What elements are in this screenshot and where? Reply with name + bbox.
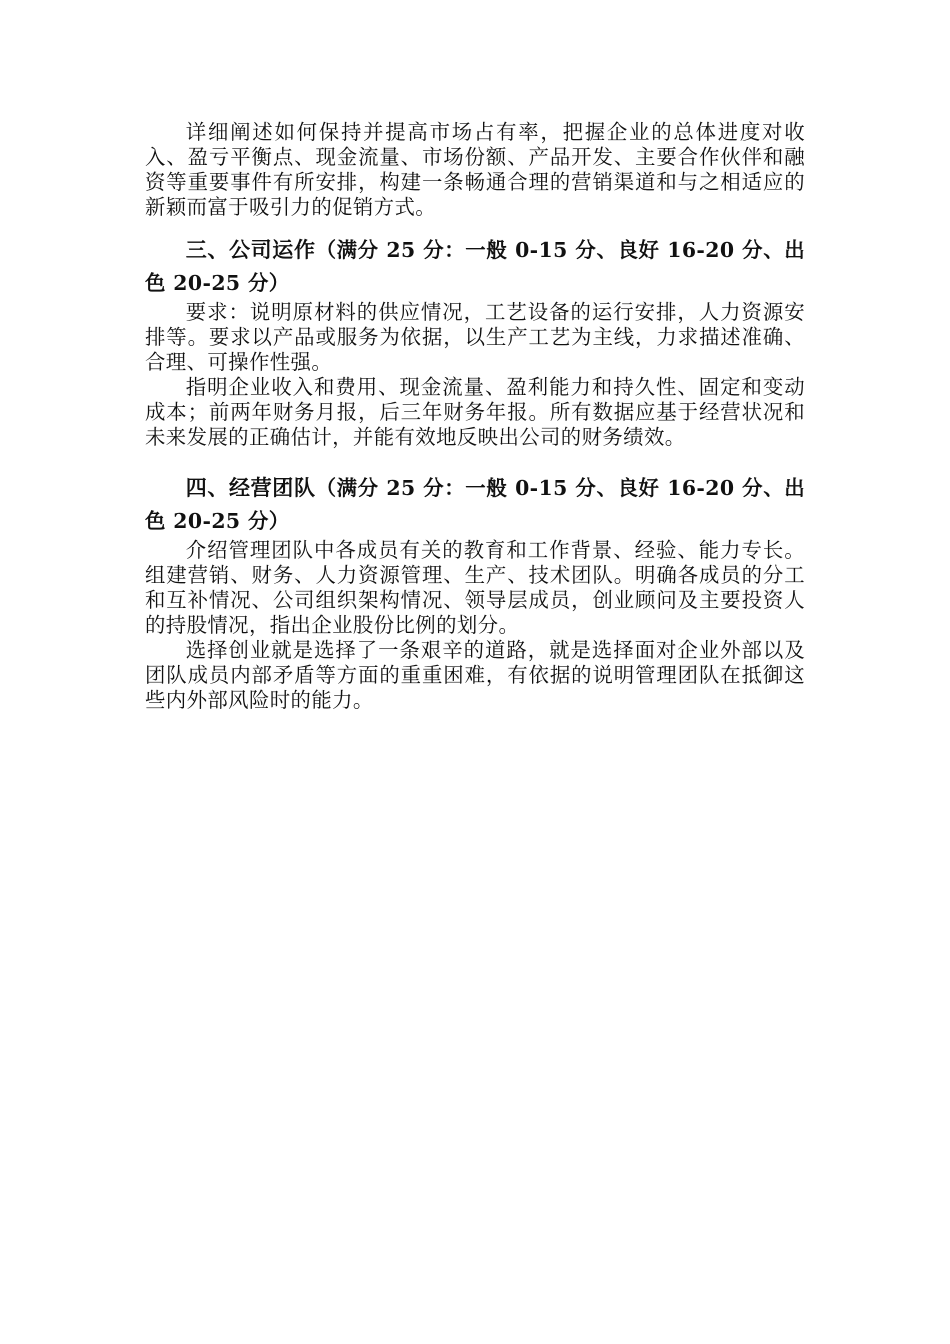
document-page	[145, 120, 805, 713]
section-4-score: （满分 25 分：一般 0-15 分、良好 16-20 分、出色 20-25 分）	[145, 476, 806, 533]
section-3-paragraph-1: 要求：说明原材料的供应情况，工艺设备的运行安排，人力资源安排等。要求以产品或服务为依据，以生产工艺为主线，力求描述准确、合理、可操作性强。	[145, 300, 805, 374]
section-4-title	[145, 472, 805, 538]
section-4-heading: 四、经营团队	[185, 476, 316, 500]
section-4-paragraph-1: 介绍管理团队中各成员有关的教育和工作背景、经验、能力专长。组建营销、财务、人力资源管理、生产、技术团队。明确各成员的分工和互补情况、公司组织架构情况、领导层成员，创业顾问及主要投资人的持股情况，指出企业股份比例的划分。	[145, 538, 805, 637]
section-3-score: （满分 25 分：一般 0-15 分、良好 16-20 分、出色 20-25 分）	[145, 238, 806, 295]
section-4-paragraph-2: 选择创业就是选择了一条艰辛的道路，就是选择面对企业外部以及团队成员内部矛盾等方面的重重困难，有依据的说明管理团队在抵御这些内外部风险时的能力。	[145, 638, 805, 712]
spacer	[145, 450, 805, 458]
section-3-heading: 三、公司运作	[185, 238, 316, 262]
section-3-title	[145, 234, 805, 300]
section-3-paragraph-2: 指明企业收入和费用、现金流量、盈利能力和持久性、固定和变动成本；前两年财务月报，后三年财务年报。所有数据应基于经营状况和未来发展的正确估计，并能有效地反映出公司的财务绩效。	[145, 375, 805, 449]
intro-paragraph: 详细阐述如何保持并提高市场占有率，把握企业的总体进度对收入、盈亏平衡点、现金流量、市场份额、产品开发、主要合作伙伴和融资等重要事件有所安排，构建一条畅通合理的营销渠道和与之相适应的新颖而富于吸引力的促销方式。	[145, 120, 805, 219]
